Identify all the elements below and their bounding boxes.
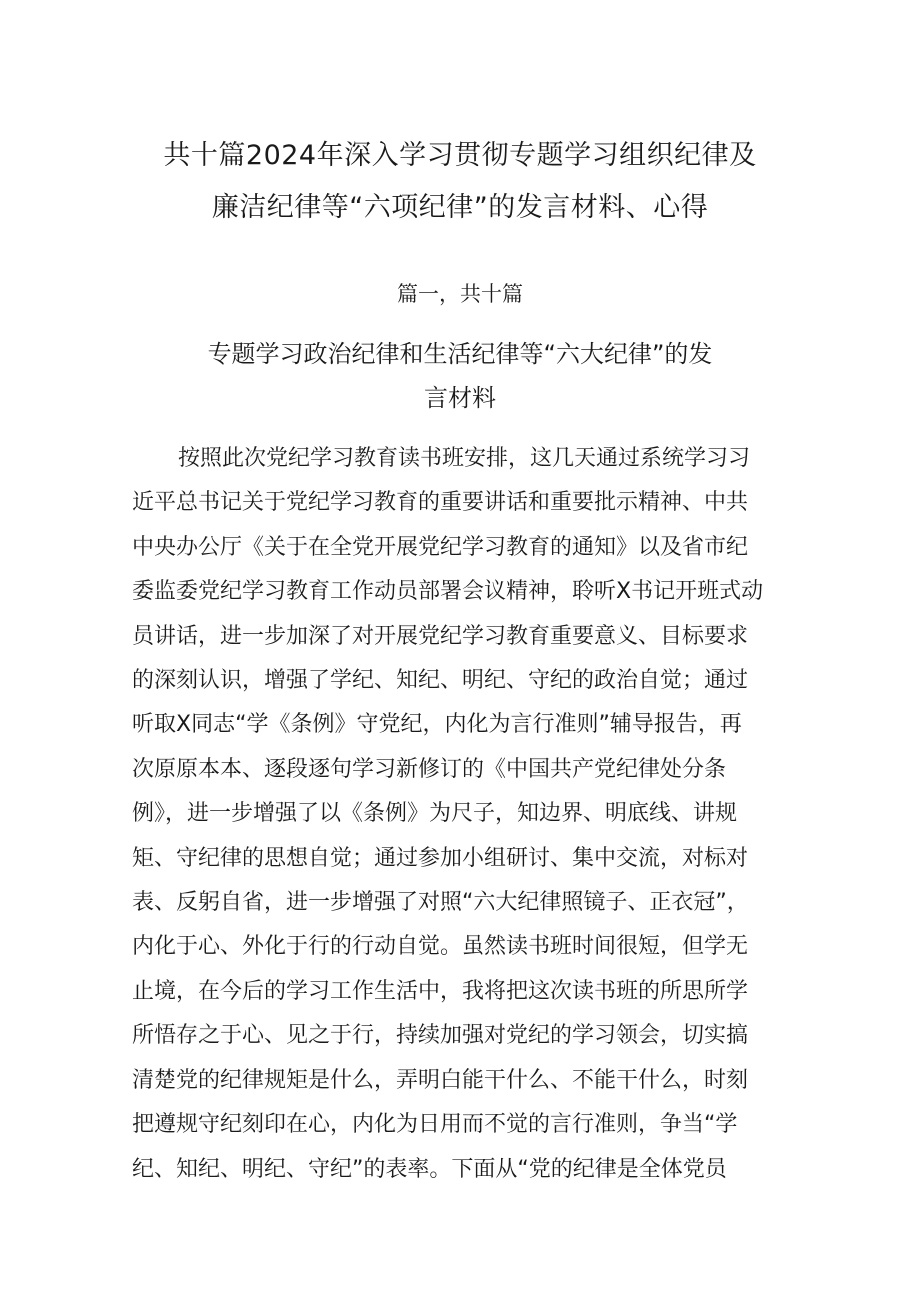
body-line: 听取X同志“学《条例》守党纪，内化为言行准则”辅导报告，再	[132, 712, 742, 738]
body-line: 例》，进一步增强了以《条例》为尺子，知边界、明底线、讲规	[132, 801, 738, 827]
body-line: 中央办公厅《关于在全党开展党纪学习教育的通知》以及省市纪	[132, 534, 749, 560]
body-line: 的深刻认识，增强了学纪、知纪、明纪、守纪的政治自觉；通过	[132, 668, 749, 694]
document-title-line-2: 廉洁纪律等“六项纪律”的发言材料、心得	[211, 192, 709, 224]
body-line: 内化于心、外化于行的行动自觉。虽然读书班时间很短，但学无	[132, 934, 749, 960]
section-title-line-1: 专题学习政治纪律和生活纪律等“六大纪律”的发	[207, 340, 713, 368]
body-line: 清楚党的纪律规矩是什么，弄明白能干什么、不能干什么，时刻	[132, 1067, 749, 1093]
section-title	[140, 332, 780, 420]
body-line: 把遵规守纪刻印在心，内化为日用而不觉的言行准则，争当“学	[132, 1112, 738, 1138]
section-title-line-2: 言材料	[424, 384, 496, 412]
body-line: 止境，在今后的学习工作生活中，我将把这次读书班的所思所学	[132, 978, 749, 1004]
body-paragraph	[132, 437, 794, 1192]
body-line: 员讲话，进一步加深了对开展党纪学习教育重要意义、目标要求	[132, 623, 749, 649]
body-line: 所悟存之于心、见之于行，持续加强对党纪的学习领会，切实搞	[132, 1023, 749, 1049]
body-line: 按照此次党纪学习教育读书班安排，这几天通过系统学习习	[178, 446, 751, 471]
body-line: 委监委党纪学习教育工作动员部署会议精神，聆听X书记开班式动	[132, 579, 764, 605]
body-line: 纪、知纪、明纪、守纪”的表率。下面从“党的纪律是全体党员	[132, 1156, 727, 1182]
document-title	[100, 130, 820, 234]
body-line: 近平总书记关于党纪学习教育的重要讲话和重要批示精神、中共	[132, 490, 749, 516]
body-line: 表、反躬自省，进一步增强了对照“六大纪律照镜子、正衣冠”，	[132, 890, 749, 916]
body-line: 次原原本本、逐段逐句学习新修订的《中国共产党纪律处分条	[132, 756, 727, 782]
body-line: 矩、守纪律的思想自觉；通过参加小组研讨、集中交流，对标对	[132, 845, 749, 871]
section-label: 篇一，共十篇	[397, 282, 523, 306]
document-title-line-1: 共十篇2024年深入学习贯彻专题学习组织纪律及	[163, 140, 757, 172]
